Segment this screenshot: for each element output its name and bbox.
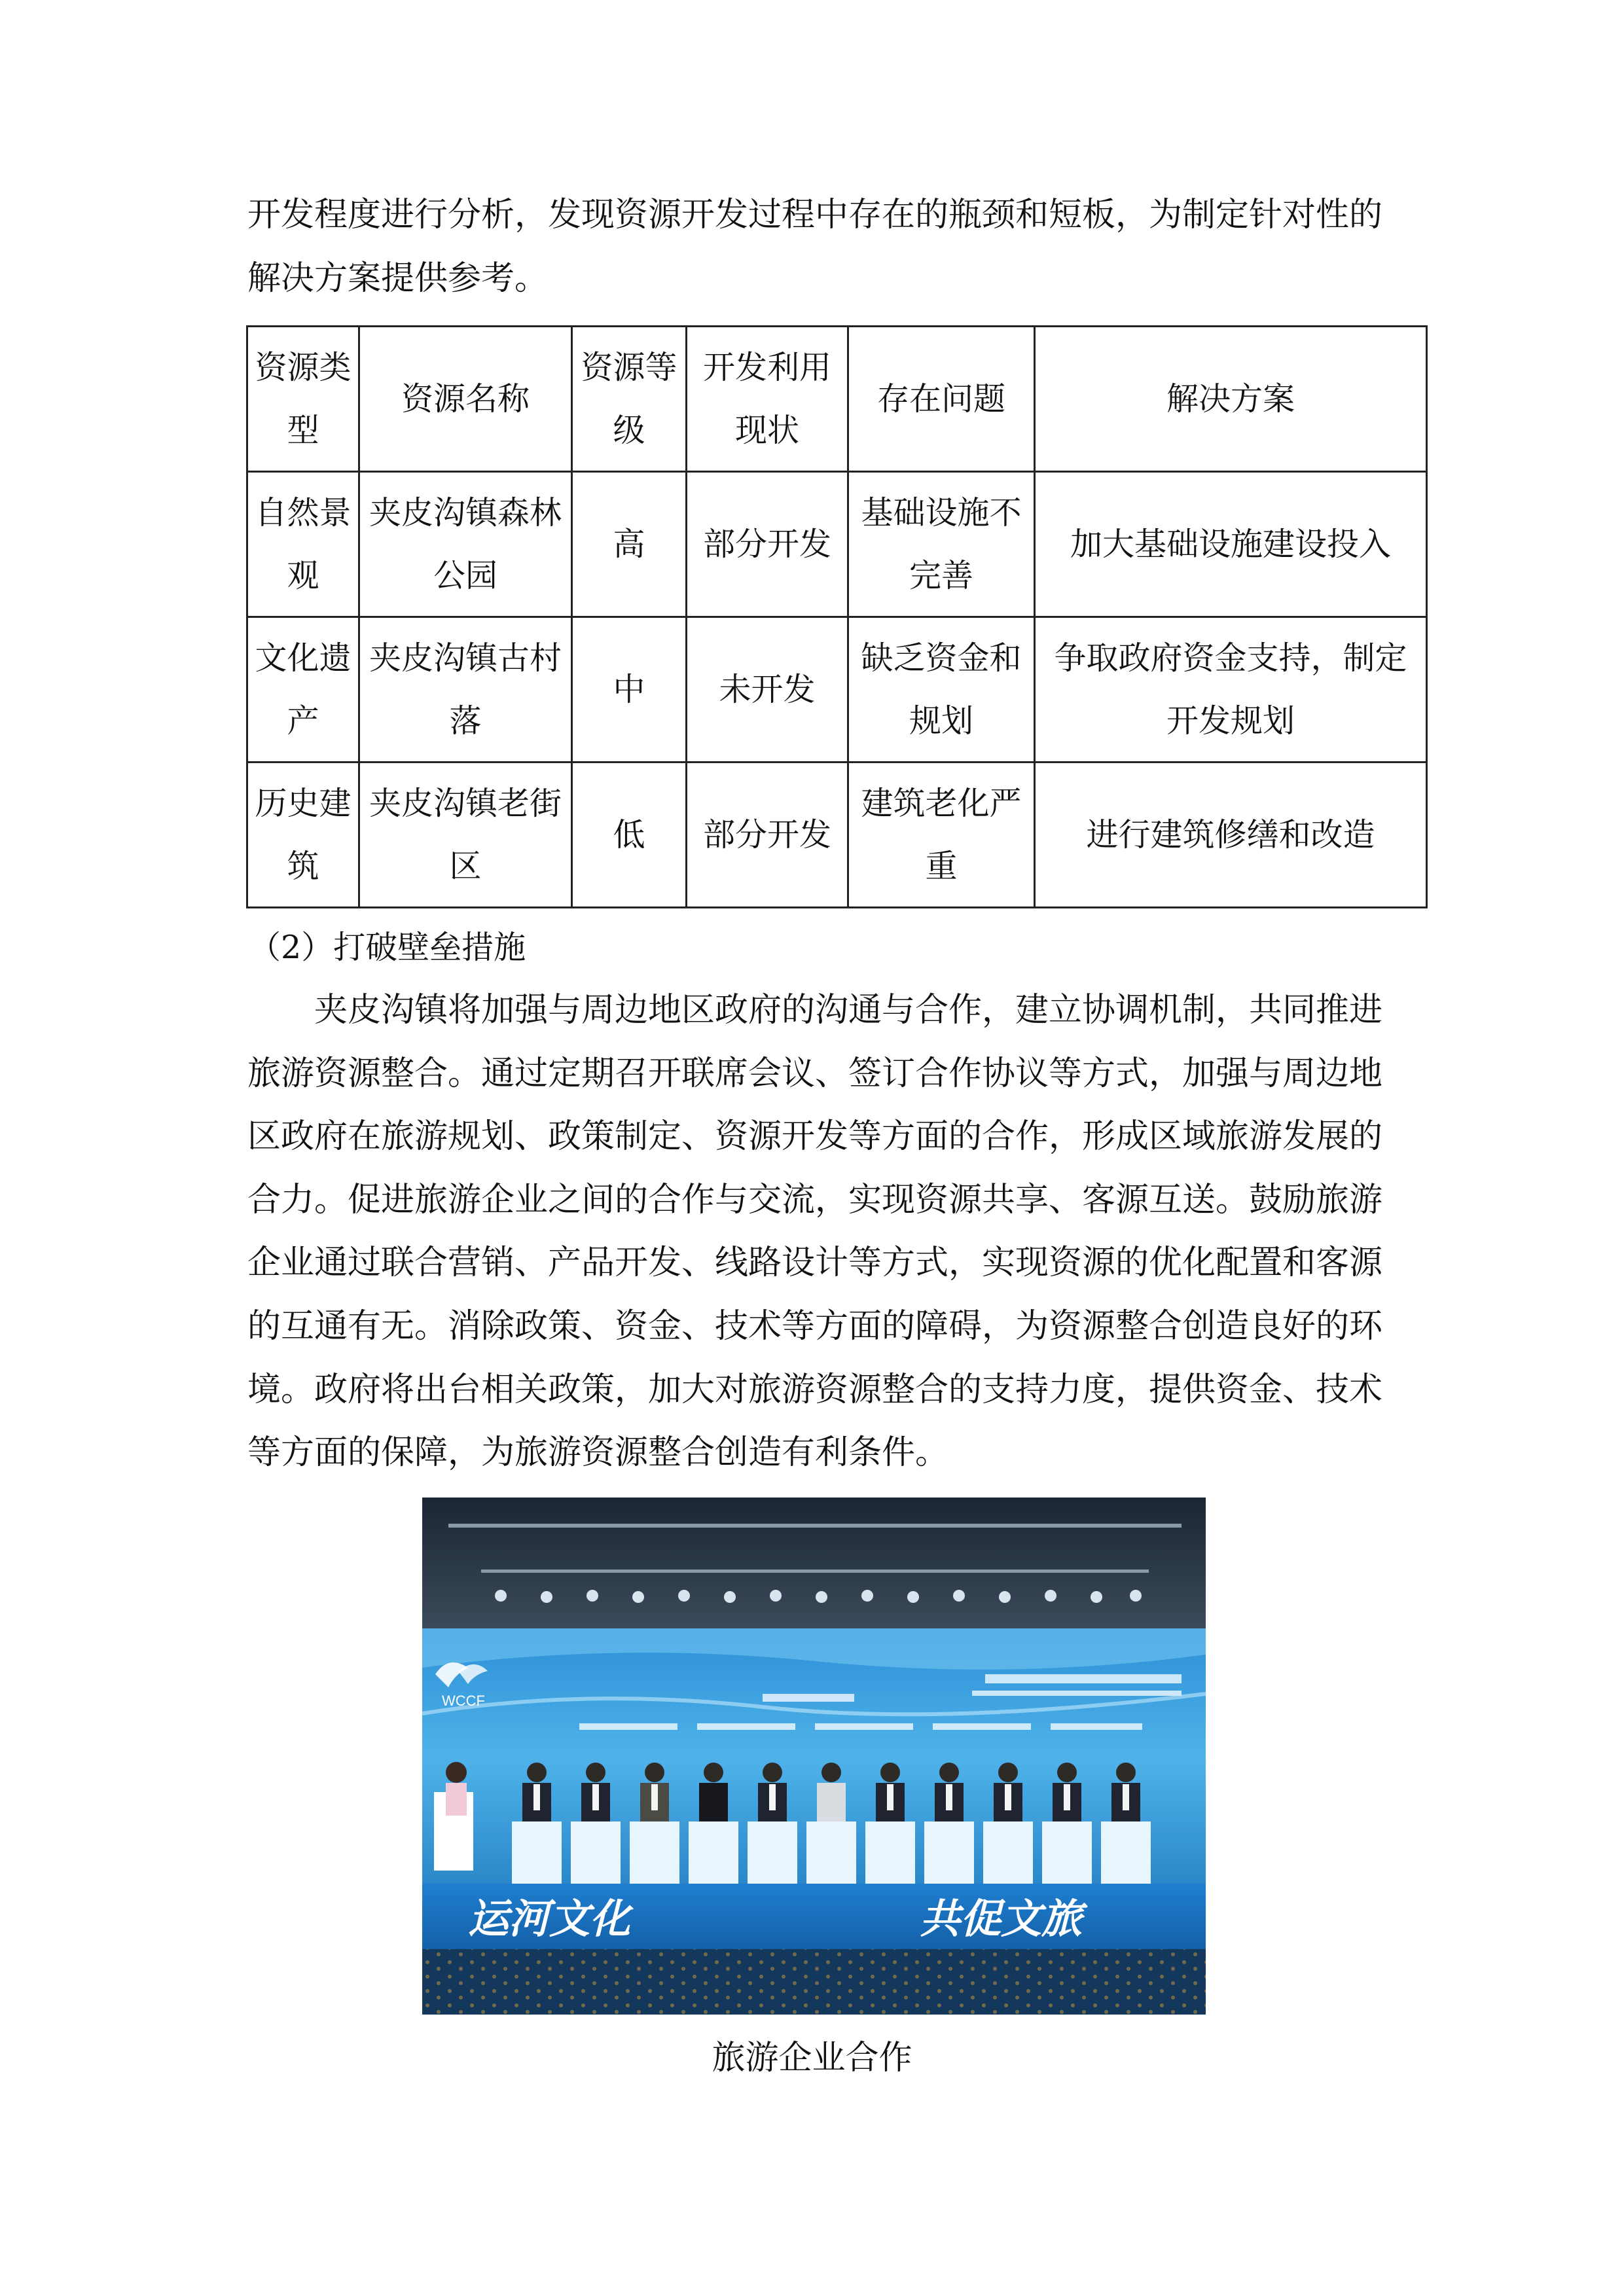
cell-name: 夹皮沟镇古村 落: [359, 617, 572, 762]
cell-type: 文化遗 产: [247, 617, 359, 762]
header-cell-status: 开发利用 现状: [687, 327, 848, 472]
subheading: （2）打破壁垒措施: [249, 929, 526, 966]
cell-level: 低: [572, 762, 687, 908]
paragraph-line: 夹皮沟镇将加强与周边地区政府的沟通与合作，建立协调机制，共同推进: [314, 991, 1383, 1030]
intro-line: 开发程度进行分析，发现资源开发过程中存在的瓶颈和短板，为制定针对性的: [247, 196, 1383, 234]
resource-table: [246, 325, 1428, 908]
cell-solution: 争取政府资金支持，制定 开发规划: [1035, 617, 1427, 762]
cell-problem: 建筑老化严 重: [848, 762, 1035, 908]
cell-solution: 加大基础设施建设投入: [1035, 472, 1427, 617]
cell-name: 夹皮沟镇森林 公园: [359, 472, 572, 617]
paragraph-line: 境。政府将出台相关政策，加大对旅游资源整合的支持力度，提供资金、技术: [247, 1370, 1383, 1409]
cell-level: 中: [572, 617, 687, 762]
intro-line: 解决方案提供参考。: [247, 259, 549, 298]
cell-level: 高: [572, 472, 687, 617]
intro-paragraph: [247, 183, 1386, 310]
table-header-row: [247, 327, 1427, 472]
body-paragraph: [247, 979, 1386, 1485]
banner-text-right: 共促文旅: [920, 1895, 1083, 1943]
cell-status: 部分开发: [687, 472, 848, 617]
paragraph-line: 合力。促进旅游企业之间的合作与交流，实现资源共享、客源互送。鼓励旅游: [247, 1180, 1383, 1219]
paragraph-line: 区政府在旅游规划、政策制定、资源开发等方面的合作，形成区域旅游发展的: [247, 1117, 1383, 1157]
paragraph-line: 等方面的保障，为旅游资源整合创造有利条件。: [247, 1433, 949, 1473]
paragraph-line: 旅游资源整合。通过定期召开联席会议、签订合作协议等方式，加强与周边地: [247, 1054, 1383, 1093]
table-row: [247, 472, 1427, 617]
cell-problem: 缺乏资金和 规划: [848, 617, 1035, 762]
cell-solution: 进行建筑修缮和改造: [1035, 762, 1427, 908]
banner-text-left: 运河文化: [468, 1895, 631, 1943]
photo-caption: 旅游企业合作: [712, 2039, 912, 2077]
signatories: [512, 1763, 1151, 1900]
event-photo: [422, 1498, 1206, 2015]
table-row: [247, 762, 1427, 908]
cell-status: 未开发: [687, 617, 848, 762]
cell-type: 历史建 筑: [247, 762, 359, 908]
cell-status: 部分开发: [687, 762, 848, 908]
paragraph-line: 的互通有无。消除政策、资金、技术等方面的障碍，为资源整合创造良好的环: [247, 1306, 1383, 1346]
table-row: [247, 617, 1427, 762]
logo-text: WCCF: [442, 1693, 485, 1709]
signing-ceremony-illustration: [422, 1498, 1206, 2015]
header-cell-type: 资源类 型: [247, 327, 359, 472]
header-cell-name: 资源名称: [359, 327, 572, 472]
header-cell-level: 资源等 级: [572, 327, 687, 472]
header-cell-solution: 解决方案: [1035, 327, 1427, 472]
header-cell-problem: 存在问题: [848, 327, 1035, 472]
cell-type: 自然景 观: [247, 472, 359, 617]
cell-name: 夹皮沟镇老街 区: [359, 762, 572, 908]
cell-problem: 基础设施不 完善: [848, 472, 1035, 617]
paragraph-line: 企业通过联合营销、产品开发、线路设计等方式，实现资源的优化配置和客源: [247, 1244, 1383, 1283]
